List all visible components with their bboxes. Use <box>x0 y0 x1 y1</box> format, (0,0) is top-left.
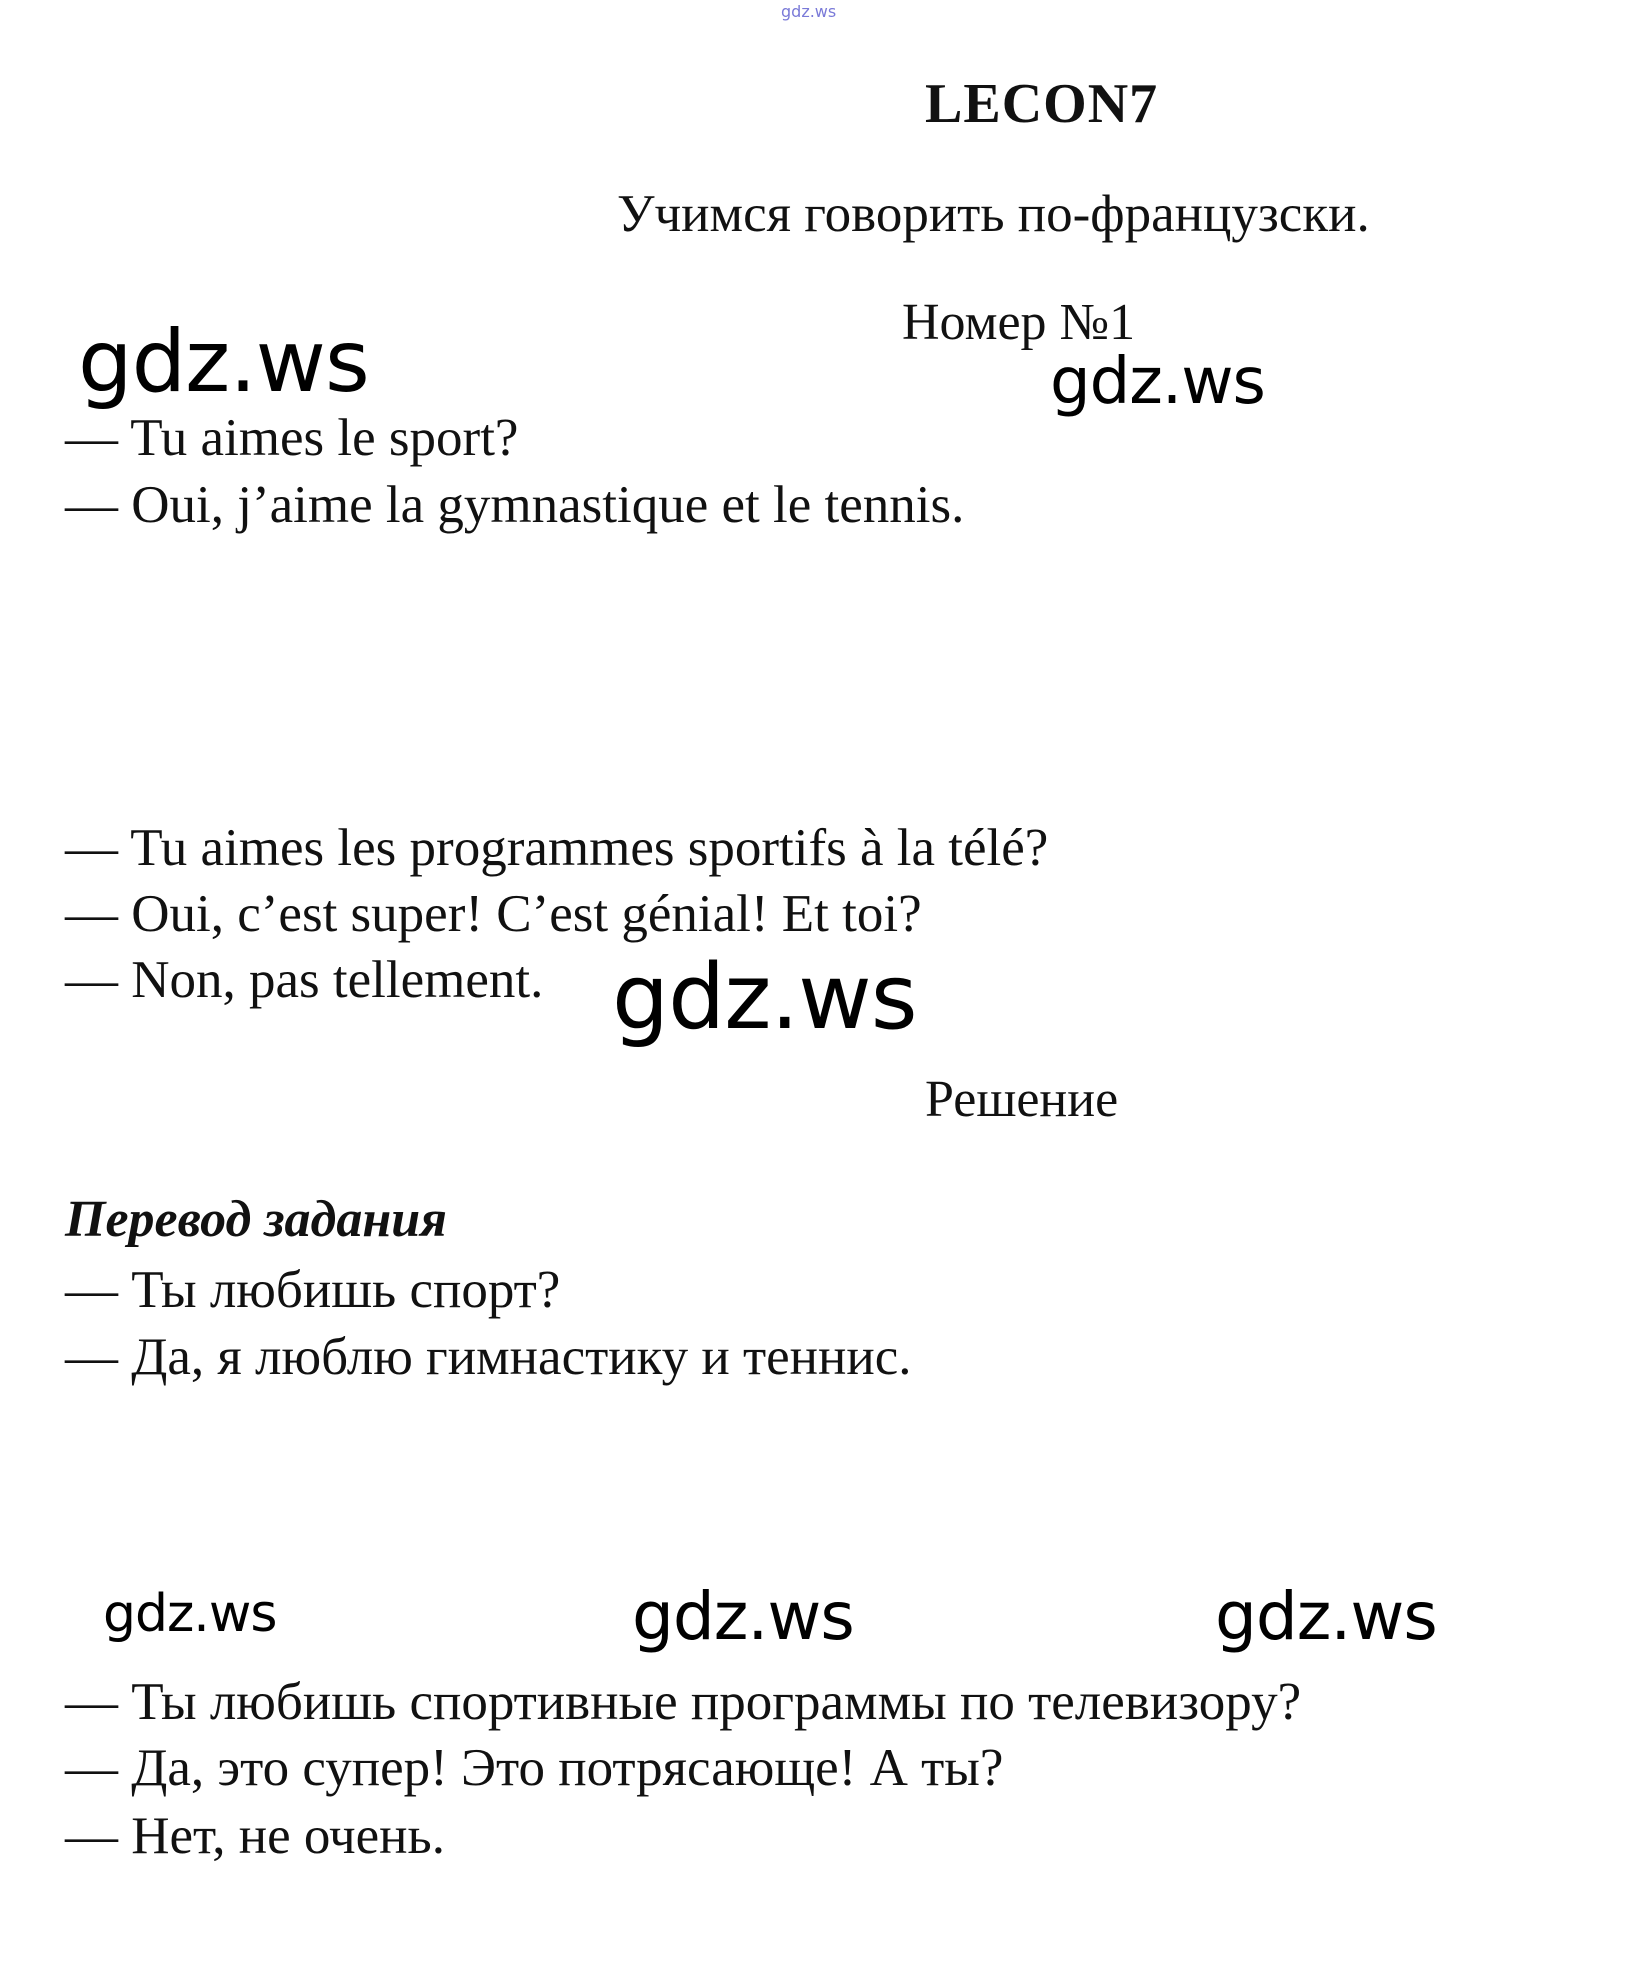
translation-heading: Перевод задания <box>65 1191 447 1248</box>
solution-label: Решение <box>925 1071 1119 1128</box>
dialogue-line: — Нет, не очень. <box>65 1807 445 1865</box>
watermark-logo: gdz.ws <box>612 945 917 1050</box>
page-subtitle: Учимся говорить по-французски. <box>617 185 1370 243</box>
top-watermark: gdz.ws <box>781 2 837 21</box>
watermark-logo: gdz.ws <box>78 312 369 412</box>
dialogue-line: — Tu aimes les programmes sportifs à la télé? <box>65 819 1049 877</box>
dialogue-line: — Да, это супер! Это потрясающе! А ты? <box>65 1739 1004 1797</box>
watermark-logo: gdz.ws <box>1050 345 1265 419</box>
dialogue-line: — Oui, c’est super! C’est génial! Et toi? <box>65 885 922 943</box>
watermark-logo: gdz.ws <box>1215 1578 1437 1655</box>
dialogue-line: — Tu aimes le sport? <box>65 409 519 467</box>
dialogue-line: — Ты любишь спортивные программы по телевизору? <box>65 1673 1302 1731</box>
page-title: LECON7 <box>925 73 1159 135</box>
dialogue-line: — Non, pas tellement. <box>65 951 544 1009</box>
watermark-logo: gdz.ws <box>103 1584 277 1644</box>
watermark-logo: gdz.ws <box>632 1578 854 1655</box>
dialogue-line: — Oui, j’aime la gymnastique et le tennis. <box>65 476 965 534</box>
dialogue-line: — Да, я люблю гимнастику и теннис. <box>65 1328 912 1386</box>
dialogue-line: — Ты любишь спорт? <box>65 1261 561 1319</box>
exercise-number: Номер №1 <box>902 294 1136 351</box>
